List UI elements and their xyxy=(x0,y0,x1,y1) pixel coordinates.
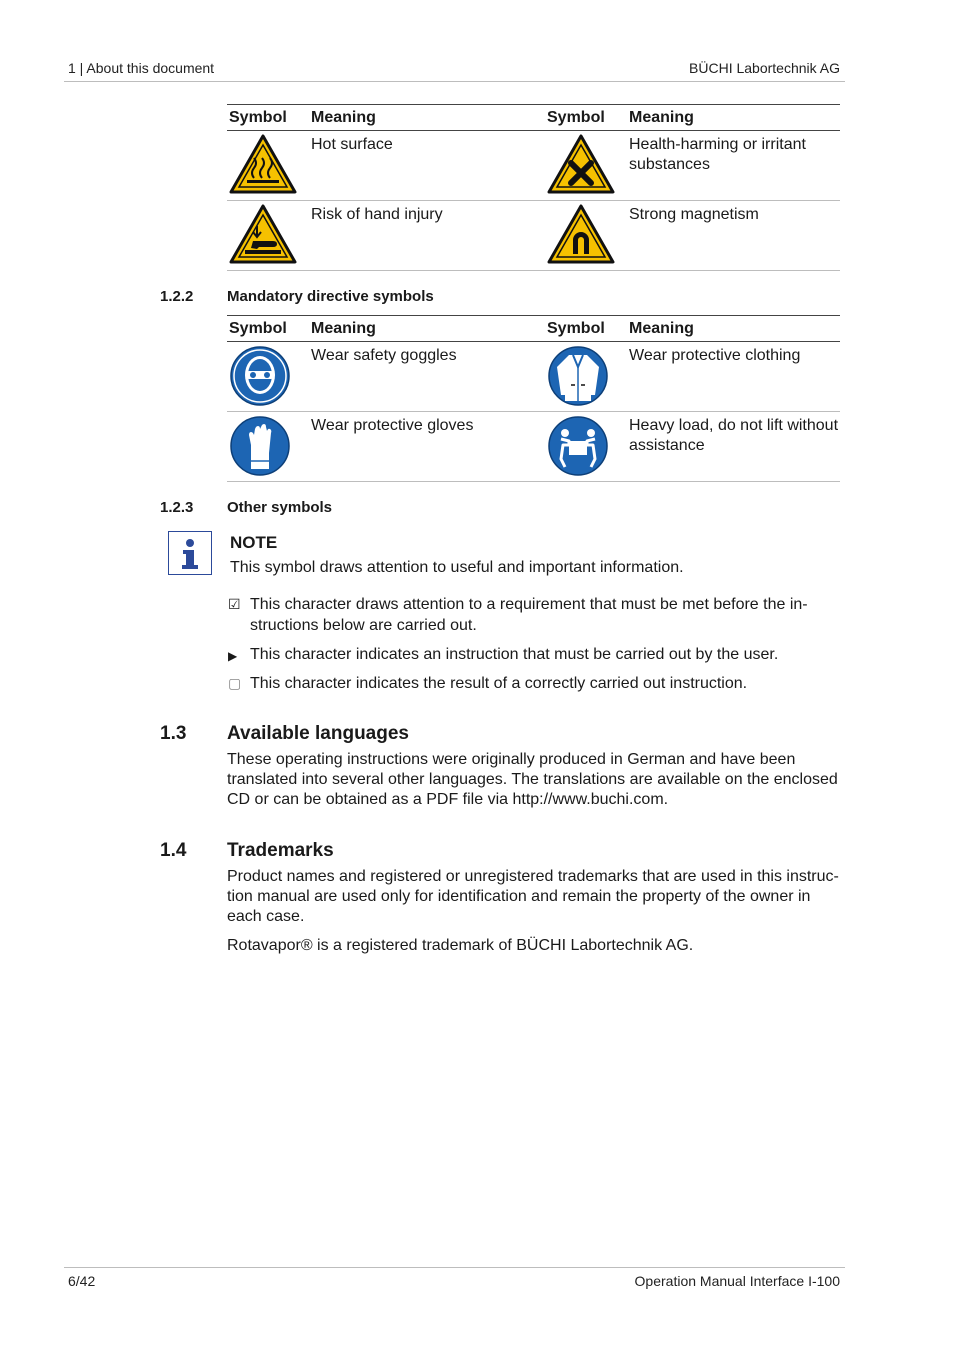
meaning-cell: Wear safety goggles xyxy=(309,342,545,412)
magnetism-icon xyxy=(547,204,625,264)
list-item xyxy=(228,644,843,665)
protective-clothing-icon xyxy=(547,345,625,407)
header-rule xyxy=(64,81,845,82)
header-left: 1 | About this document xyxy=(68,60,215,76)
header-right: BÜCHI Labortechnik AG xyxy=(689,60,840,76)
footer-rule xyxy=(64,1267,845,1268)
section-paragraph: These operating instructions were originally produced in German and have been translated into several other languages. The translations are available on the enclosed CD or can be obtained as a PDF file via http://www.buchi.com. xyxy=(227,751,838,808)
table-row xyxy=(227,201,840,271)
harmful-substance-icon xyxy=(547,134,625,194)
list-item xyxy=(228,594,843,636)
hot-surface-icon xyxy=(229,134,307,194)
protective-gloves-icon xyxy=(229,415,307,477)
meaning-cell: Wear protective gloves xyxy=(309,412,545,482)
column-header: Meaning xyxy=(627,316,840,342)
section-title: Trademarks xyxy=(227,840,334,861)
list-item xyxy=(228,673,843,694)
list-item-text: This character indicates an instruction that must be carried out by the user. xyxy=(250,646,779,663)
hand-injury-icon xyxy=(229,204,307,264)
column-header: Symbol xyxy=(227,316,309,342)
table-header-row xyxy=(227,105,840,131)
list-item-text: This character draws attention to a requirement that must be met before the in-structions below are carried out. xyxy=(250,596,808,634)
warning-symbols-table xyxy=(227,104,840,271)
section-number: 1.3 xyxy=(160,723,187,744)
section-title: Mandatory directive symbols xyxy=(227,288,434,305)
column-header: Meaning xyxy=(309,316,545,342)
column-header: Symbol xyxy=(545,316,627,342)
section-title: Other symbols xyxy=(227,499,333,516)
note-title: NOTE xyxy=(230,533,278,552)
section-number: 1.4 xyxy=(160,840,187,861)
triangle-right-icon: ▶ xyxy=(228,649,238,663)
column-header: Symbol xyxy=(227,105,309,131)
section-title: Available languages xyxy=(227,723,409,744)
note-box xyxy=(168,531,212,575)
meaning-cell: Heavy load, do not lift without assistance xyxy=(627,412,840,482)
note-text: This symbol draws attention to useful and important information. xyxy=(230,559,684,576)
table-row xyxy=(227,342,840,412)
meaning-cell: Risk of hand injury xyxy=(309,201,545,271)
mandatory-symbols-table xyxy=(227,315,840,482)
column-header: Symbol xyxy=(545,105,627,131)
safety-goggles-icon xyxy=(229,345,307,407)
meaning-cell: Health-harming or irritant substances xyxy=(627,131,840,201)
section-paragraph: Rotavapor® is a registered trademark of BÜCHI Labortechnik AG. xyxy=(227,937,694,954)
list-item-text: This character indicates the result of a correctly carried out instruction. xyxy=(250,675,748,692)
section-paragraph: Product names and registered or unregistered trademarks that are used in this instruc-tion manual are used only for identification and remain the property of the owner in each case. xyxy=(227,868,839,925)
table-row xyxy=(227,131,840,201)
checkbox-checked-icon: ☑ xyxy=(228,596,241,612)
heavy-load-icon xyxy=(547,415,625,477)
info-icon xyxy=(169,561,211,578)
section-number: 1.2.2 xyxy=(160,288,194,305)
meaning-cell: Hot surface xyxy=(309,131,545,201)
meaning-cell: Strong magnetism xyxy=(627,201,840,271)
column-header: Meaning xyxy=(309,105,545,131)
meaning-cell: Wear protective clothing xyxy=(627,342,840,412)
table-header-row xyxy=(227,316,840,342)
column-header: Meaning xyxy=(627,105,840,131)
section-number: 1.2.3 xyxy=(160,499,194,516)
table-row xyxy=(227,412,840,482)
footer-title: Operation Manual Interface I-100 xyxy=(634,1273,840,1289)
page-number: 6/42 xyxy=(68,1273,96,1289)
empty-box-icon: ▢ xyxy=(228,675,242,691)
